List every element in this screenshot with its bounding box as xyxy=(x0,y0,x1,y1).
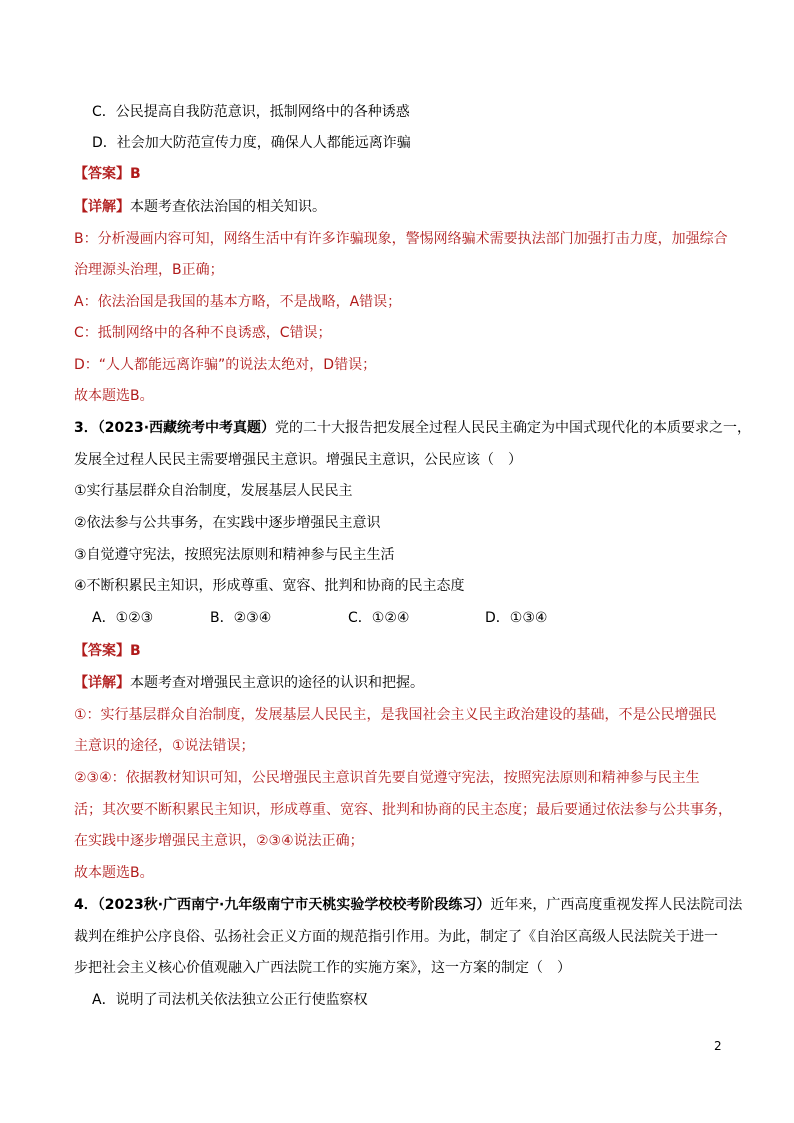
q3-stem-text: 党的二十大报告把发展全过程人民民主确定为中国式现代化的本质要求之一， xyxy=(275,420,752,436)
q2-answer xyxy=(74,164,141,184)
q3-option-c: C．①②④ xyxy=(348,610,410,626)
q4-number: 4． xyxy=(74,897,98,913)
q3-stem-line2: 发展全过程人民民主需要增强民主意识。增强民主意识，公民应该（ ） xyxy=(74,452,522,468)
answer-value: B xyxy=(130,166,141,182)
q2-explanation-c: C：抵制网络中的各种不良诱惑，C错误； xyxy=(74,325,332,341)
q2-explanation-a: A：依法治国是我国的基本方略，不是战略，A错误； xyxy=(74,294,402,310)
q3-explanation-2-line2: 活；其次要不断积累民主知识，形成尊重、宽容、批判和协商的民主态度；最后要通过依法参与公共事务， xyxy=(74,802,732,818)
q3-number: 3． xyxy=(74,420,98,436)
q3-answer xyxy=(74,641,141,661)
answer-label: 【答案】 xyxy=(74,643,130,659)
q4-option-a: A．说明了司法机关依法独立公正行使监察权 xyxy=(92,992,368,1008)
page-number: 2 xyxy=(714,1039,722,1053)
q3-explanation-2-line1: ②③④：依据教材知识可知，公民增强民主意识首先要自觉遵守宪法，按照宪法原则和精神参与民主生 xyxy=(74,770,700,786)
q2-explanation-b-line1: B：分析漫画内容可知，网络生活中有许多诈骗现象，警惕网络骗术需要执法部门加强打击力度，加强综合 xyxy=(74,231,728,247)
q2-detail xyxy=(74,197,326,217)
q3-item-1: ①实行基层群众自治制度，发展基层人民民主 xyxy=(74,483,353,499)
q3-item-3: ③自觉遵守宪法，按照宪法原则和精神参与民主生活 xyxy=(74,547,395,563)
q3-explanation-1-line2: 主意识的途径，①说法错误； xyxy=(74,738,255,754)
q3-detail xyxy=(74,673,424,693)
q4-stem-text: 近年来，广西高度重视发挥人民法院司法 xyxy=(490,897,743,913)
q3-source: （2023·西藏统考中考真题） xyxy=(97,420,276,436)
answer-label: 【答案】 xyxy=(74,166,130,182)
q3-item-2: ②依法参与公共事务，在实践中逐步增强民主意识 xyxy=(74,515,381,531)
q4-source: （2023秋·广西南宁·九年级南宁市天桃实验学校校考阶段练习） xyxy=(97,897,491,913)
q3-stem-line1 xyxy=(74,418,751,438)
detail-label: 【详解】 xyxy=(74,675,130,691)
detail-text: 本题考查依法治国的相关知识。 xyxy=(130,199,326,215)
detail-label: 【详解】 xyxy=(74,199,130,215)
q4-stem-line2: 裁判在维护公序良俗、弘扬社会正义方面的规范指引作用。为此，制定了《自治区高级人民法院关于进一 xyxy=(74,929,718,945)
detail-text: 本题考查对增强民主意识的途径的认识和把握。 xyxy=(130,675,424,691)
q2-explanation-d: D：“人人都能远离诈骗”的说法太绝对，D错误； xyxy=(74,357,377,373)
q4-stem-line3: 步把社会主义核心价值观融入广西法院工作的实施方案》，这一方案的制定（ ） xyxy=(74,960,571,976)
q3-explanation-2-line3: 在实践中逐步增强民主意识，②③④说法正确； xyxy=(74,833,364,849)
q3-option-a: A．①②③ xyxy=(92,610,154,626)
q2-explanation-b-line2: 治理源头治理，B正确； xyxy=(74,262,224,278)
q3-option-d: D．①③④ xyxy=(485,610,548,626)
q2-conclusion: 故本题选B。 xyxy=(74,388,154,404)
q3-item-4: ④不断积累民主知识，形成尊重、宽容、批判和协商的民主态度 xyxy=(74,578,465,594)
q4-stem-line1 xyxy=(74,895,742,915)
q3-option-b: B．②③④ xyxy=(210,610,272,626)
q3-conclusion: 故本题选B。 xyxy=(74,865,154,881)
q3-explanation-1-line1: ①：实行基层群众自治制度，发展基层人民民主，是我国社会主义民主政治建设的基础，不是公民增强民 xyxy=(74,707,717,723)
answer-value: B xyxy=(130,643,141,659)
q2-option-c: C．公民提高自我防范意识，抵制网络中的各种诱惑 xyxy=(92,104,410,120)
q2-option-d: D．社会加大防范宣传力度，确保人人都能远离诈骗 xyxy=(92,135,411,151)
